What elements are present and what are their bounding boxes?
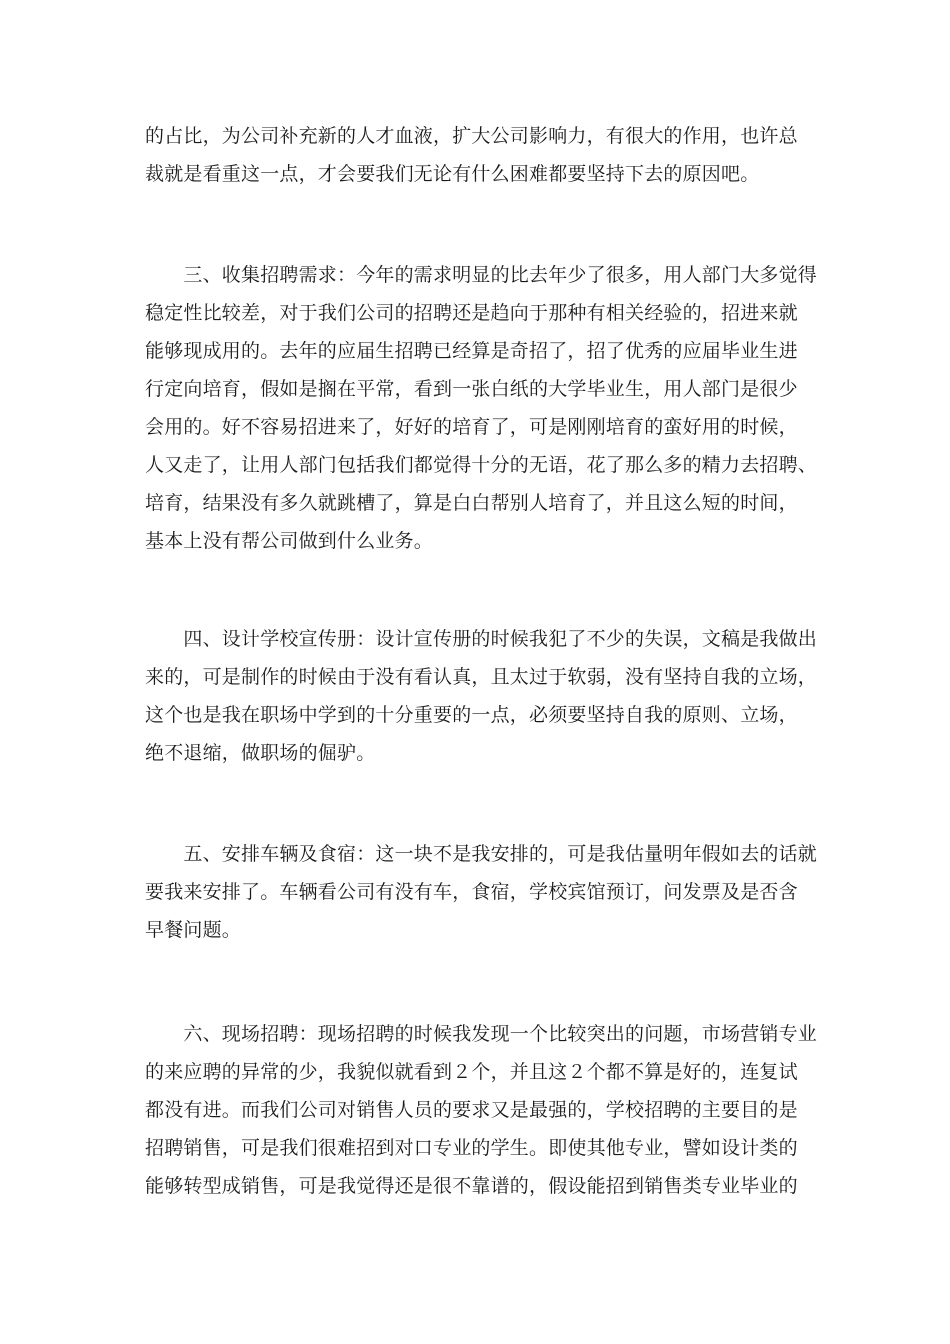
- paragraph-continuation: [145, 117, 805, 193]
- text-line: 来的，可是制作的时候由于没有看认真，且太过于软弱，没有坚持自我的立场，: [145, 666, 818, 688]
- paragraph-onsite-recruitment: [145, 1015, 818, 1205]
- text-line: 绝不退缩，做职场的倔驴。: [145, 742, 376, 764]
- text-line: 培育，结果没有多久就跳槽了，算是白白帮别人培育了，并且这么短的时间，: [145, 492, 798, 514]
- text-line: 能够现成用的。去年的应届生招聘已经算是奇招了，招了优秀的应届毕业生进: [145, 340, 798, 362]
- text-line: 五、安排车辆及食宿：这一块不是我安排的，可是我估量明年假如去的话就: [145, 843, 818, 865]
- text-line: 早餐问题。: [145, 919, 242, 941]
- text-line: 招聘销售，可是我们很难招到对口专业的学生。即使其他专业，譬如设计类的: [145, 1137, 798, 1159]
- text-line: 稳定性比较差，对于我们公司的招聘还是趋向于那种有相关经验的，招进来就: [145, 302, 798, 324]
- text-line: 四、设计学校宣传册：设计宣传册的时候我犯了不少的失误，文稿是我做出: [145, 628, 818, 650]
- text-line: 能够转型成销售，可是我觉得还是很不靠谱的，假设能招到销售类专业毕业的: [145, 1175, 798, 1197]
- text-line: 要我来安排了。车辆看公司有没有车，食宿，学校宾馆预订，问发票及是否含: [145, 881, 798, 903]
- text-line: 六、现场招聘：现场招聘的时候我发现一个比较突出的问题，市场营销专业: [145, 1023, 818, 1045]
- text-line: 行定向培育，假如是搁在平常，看到一张白纸的大学毕业生，用人部门是很少: [145, 378, 798, 400]
- text-line: 的来应聘的异常的少，我貌似就看到２个，并且这２个都不算是好的，连复试: [145, 1061, 798, 1083]
- text-line: 的占比，为公司补充新的人才血液，扩大公司影响力，有很大的作用，也许总: [145, 125, 798, 147]
- paragraph-vehicle-lodging: [145, 835, 818, 949]
- text-line: 三、收集招聘需求：今年的需求明显的比去年少了很多，用人部门大多觉得: [145, 264, 818, 286]
- paragraph-recruitment-demand: [145, 256, 818, 560]
- paragraph-brochure-design: [145, 620, 818, 772]
- text-line: 这个也是我在职场中学到的十分重要的一点，必须要坚持自我的原则、立场，: [145, 704, 798, 726]
- text-line: 裁就是看重这一点，才会要我们无论有什么困难都要坚持下去的原因吧。: [145, 163, 760, 185]
- text-line: 会用的。好不容易招进来了，好好的培育了，可是刚刚培育的蛮好用的时候，: [145, 416, 798, 438]
- text-line: 都没有进。而我们公司对销售人员的要求又是最强的，学校招聘的主要目的是: [145, 1099, 798, 1121]
- text-line: 基本上没有帮公司做到什么业务。: [145, 530, 434, 552]
- text-line: 人又走了，让用人部门包括我们都觉得十分的无语，花了那么多的精力去招聘、: [145, 454, 818, 476]
